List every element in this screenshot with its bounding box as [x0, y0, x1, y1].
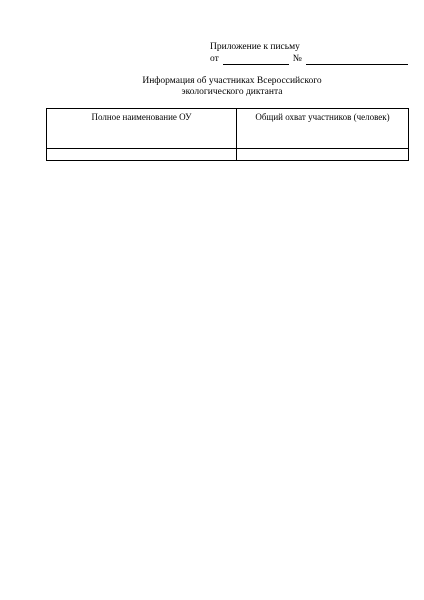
- appendix-heading: Приложение к письму: [210, 42, 300, 52]
- header-participant-count: Общий охват участников (человек): [237, 109, 409, 149]
- document-title: [100, 76, 364, 98]
- appendix-reference-line: [210, 53, 410, 65]
- title-line-1: Информация об участниках Всероссийского: [142, 76, 322, 86]
- from-label: от: [210, 54, 219, 64]
- title-line-2: экологического диктанта: [181, 87, 283, 97]
- table-row: [47, 149, 409, 161]
- cell-institution-name: [47, 149, 237, 161]
- participants-table: [46, 108, 409, 161]
- header-institution-name: Полное наименование ОУ: [47, 109, 237, 149]
- date-blank-field: [223, 54, 289, 65]
- appendix-block: [210, 41, 410, 65]
- table-header-row: [47, 109, 409, 149]
- cell-participant-count: [237, 149, 409, 161]
- number-label: №: [292, 54, 302, 64]
- number-blank-field: [306, 54, 408, 65]
